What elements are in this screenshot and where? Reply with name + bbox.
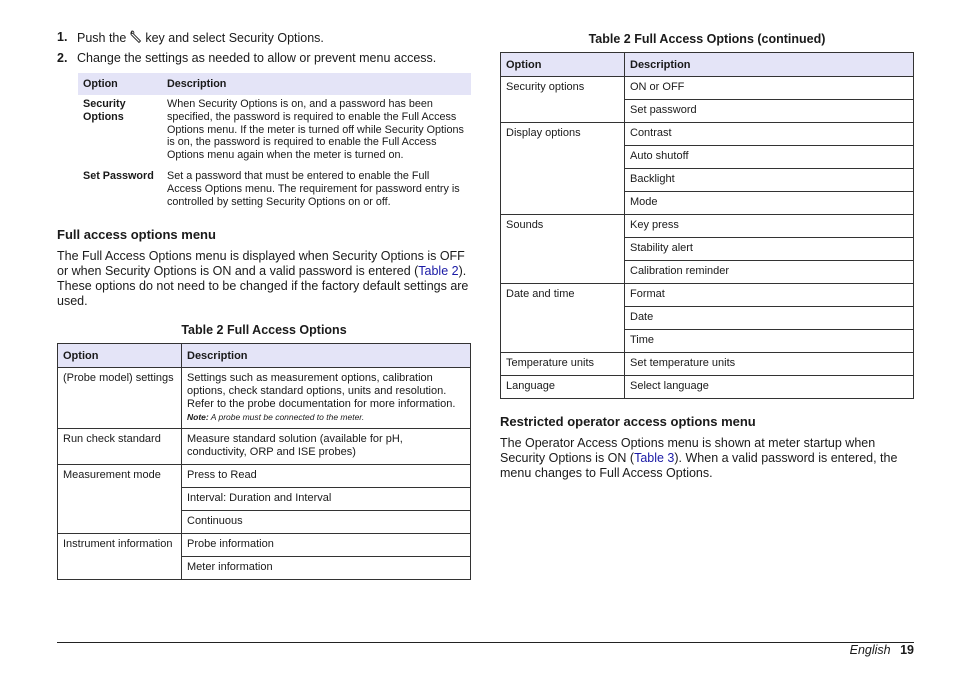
table-row [78,95,471,167]
page-number: 19 [900,643,914,657]
step-number: 1. [57,30,68,44]
option-cell: (Probe model) settings [58,368,182,429]
step-2 [57,51,471,66]
description-cell: Backlight [625,169,914,192]
left-column [57,30,471,580]
option-cell: Temperature units [501,353,625,376]
description-cell: Format [625,284,914,307]
step-text: Change the settings as needed to allow or prevent menu access. [77,51,437,65]
footer-language: English [849,643,891,657]
security-options-table [78,73,471,213]
description-cell: Interval: Duration and Interval [182,488,471,511]
description-cell: Auto shutoff [625,146,914,169]
full-access-table [57,343,471,580]
section-paragraph: The Full Access Options menu is displayed when Security Options is OFF or when Security Options is ON and a valid password is entered (Table 2). These options do not need to be changed if the factory default settings are used. [57,249,469,309]
table-row [58,465,471,488]
page-footer [850,643,914,657]
option-cell: Sounds [501,215,625,284]
table-row [58,368,471,429]
option-cell: Security Options [83,98,126,123]
table-row [78,167,471,213]
table-row [501,123,914,146]
column-header: Description [625,53,914,77]
description-cell: Set a password that must be entered to enable the Full Access Options menu. The requirement for password entry is controlled by setting Security Options on or off. [167,169,460,208]
description-cell: Probe information [182,534,471,557]
option-cell: Instrument information [58,534,182,580]
description-cell: Date [625,307,914,330]
description-cell: Key press [625,215,914,238]
option-cell: Display options [501,123,625,215]
description-cell: Select language [625,376,914,399]
section-heading: Restricted operator access options menu [500,414,756,429]
table-row [501,353,914,376]
table-caption: Table 2 Full Access Options [181,323,347,338]
description-cell: ON or OFF [625,77,914,100]
description-cell: When Security Options is on, and a password has been specified, the password is required to enable the Full Access Options menu. If the meter is turned off while Security Options is on, the password is required to enable the Full Access Options menu again when the meter is turned on. [167,98,464,162]
description-cell: Measure standard solution (available for pH, conductivity, ORP and ISE probes) [182,429,471,465]
option-cell: Set Password [83,169,154,182]
step-number: 2. [57,51,68,65]
description-cell: Mode [625,192,914,215]
description-cell: Calibration reminder [625,261,914,284]
description-cell: Set password [625,100,914,123]
wrench-icon [129,30,143,44]
description-cell: Continuous [182,511,471,534]
column-header: Option [78,73,162,95]
column-header: Description [182,344,471,368]
table-row [501,284,914,307]
description-cell: Time [625,330,914,353]
steps-list [57,30,471,66]
description-cell: Stability alert [625,238,914,261]
description-cell: Set temperature units [625,353,914,376]
section-heading: Full access options menu [57,227,216,243]
table-row [501,77,914,100]
column-header: Description [162,73,471,95]
table-row [501,376,914,399]
description-cell: Contrast [625,123,914,146]
step-1 [57,30,471,46]
column-header: Option [501,53,625,77]
description-cell: Settings such as measurement options, calibration options, check standard options, units and resolution. Refer to the probe documentation for more information. Note: A probe must be connected to the meter. [182,368,471,429]
section-paragraph: The Operator Access Options menu is shown at meter startup when Security Options is ON (Table 3). When a valid password is entered, the menu changes to Full Access Options. [500,436,898,480]
description-cell: Press to Read [182,465,471,488]
table-3-link[interactable]: Table 3 [634,451,675,465]
option-cell: Date and time [501,284,625,353]
full-access-table-continued [500,52,914,399]
option-cell: Language [501,376,625,399]
note: Note: A probe must be connected to the meter. [187,411,365,422]
right-column [500,30,914,481]
table-row [58,534,471,557]
option-cell: Security options [501,77,625,123]
description-cell: Meter information [182,557,471,580]
option-cell: Run check standard [58,429,182,465]
column-header: Option [58,344,182,368]
table-row [501,215,914,238]
table-row [58,429,471,465]
table-caption: Table 2 Full Access Options (continued) [588,32,826,46]
table-2-link[interactable]: Table 2 [418,264,459,279]
step-text: Push the key and select Security Options. [77,31,324,45]
option-cell: Measurement mode [58,465,182,534]
footer-divider [57,642,914,643]
